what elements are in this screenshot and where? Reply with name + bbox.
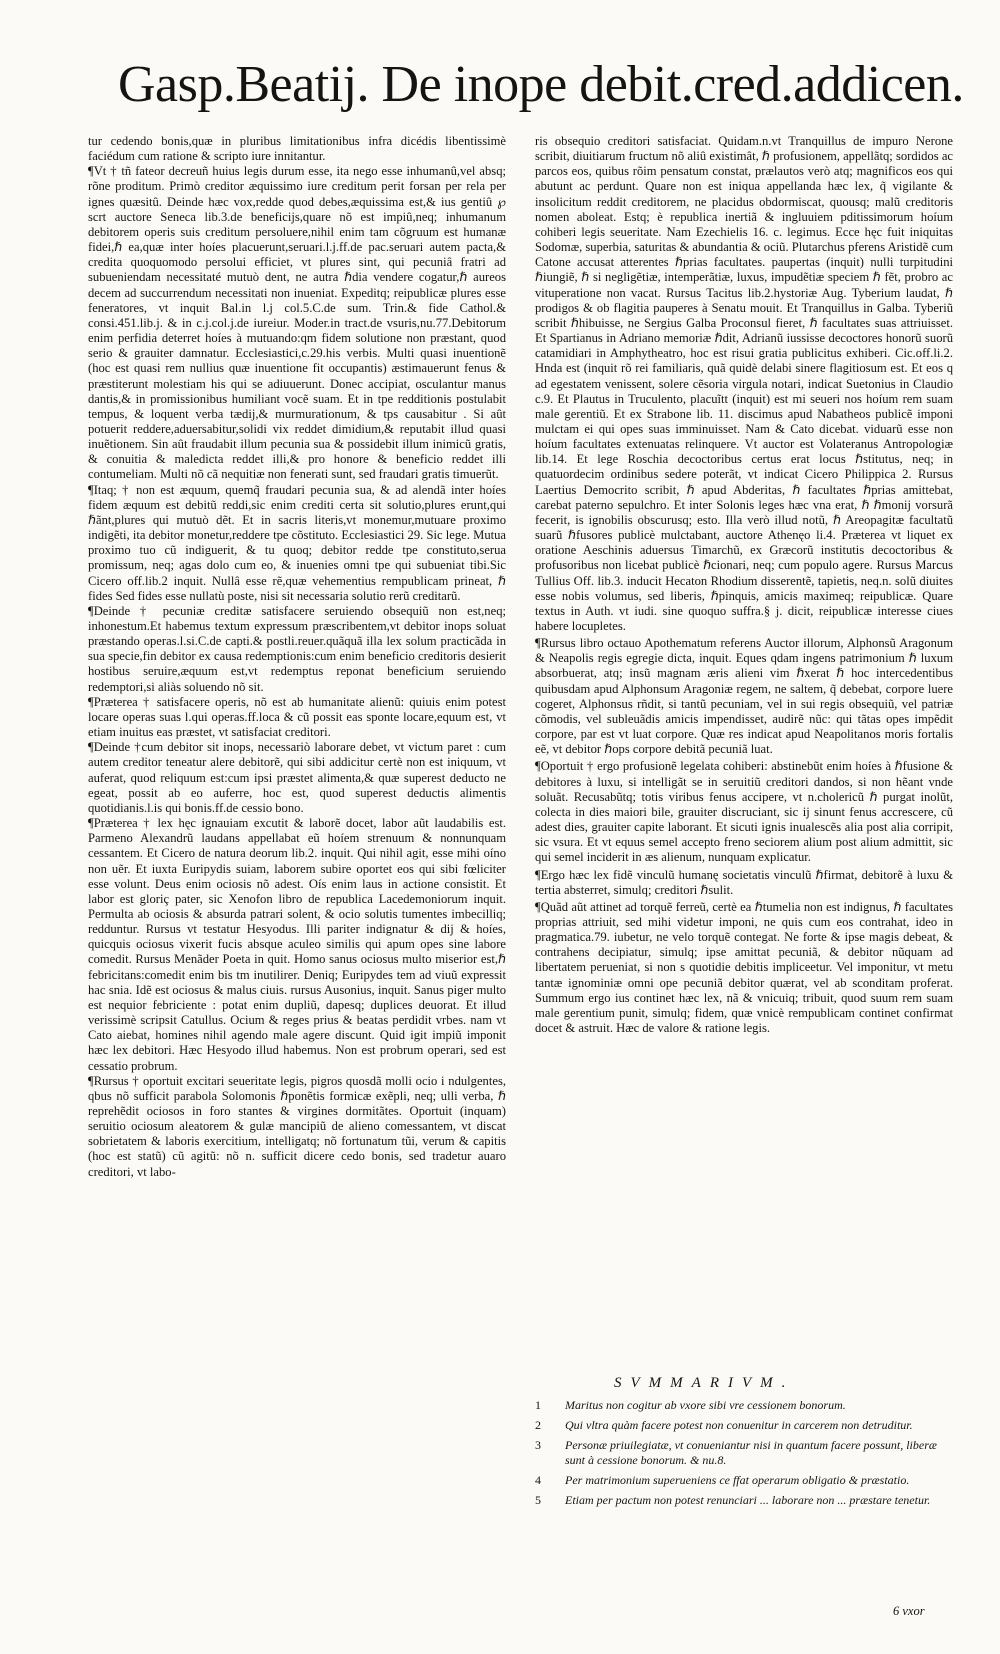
paragraph-text: ¶Præterea † lex hęc ignauiam excutit & laborẽ docet, labor aũt laudabilis est. Parmeno Alexandrũ laudans appellabat eũ hoíem strenuum & nonnunquam cessantem. Et Cicero de natura deorum lib.2. inquit. Qui nihil agit, esse mihi oíno non uẽr. Et iuxta Euripydis suiam, laborem subire oportet eos qui sibi fœliciter esse volunt. Deus enim ociosis nõ adest. Oís enim laus in actione consistit. Et labor est gloriç pater, sic Xenofon libro de republica Lacedemoniorum inquit. Permulta ab ociosis & absurda patrari solent, & ocio solutis tumentes imbecilliq; redduntur. Rursus vt testatur Hesyodus. Illi pariter indignatur & dij & hoíes, quicquis ociosus vixerit fucis absque aculeo similis qui apum opes sine labore comedit. Rursus Menãder Poeta in quit. Homo sanus ociosus multo miserior est,ℏ febricitans:comedit enim bis tm inutilirer. Deniq; Euripydes tem ad viuũ expressit hac snia. Idẽ est ociosus & malus ciuis. rursus Ausonius, inquit. Sanus piger multo est nequior febriciente : potat enim dupliũ, dapesq; duplices deuorat. Et illud verissimè scripsit Catullus. Ocium & reges prius & beatas perdidit vrbes. nam vt Cato aiebat, homines nihil agendo male agere discunt. Quid igit impiũ imponit hæc lex debitori. Hæc Hesyodo illud habemus. Non est probrum operari, sed est cessatio probrum.	[88, 816, 506, 1073]
summary-number: 5	[535, 1493, 541, 1507]
summary-item	[535, 1493, 953, 1508]
paragraph	[88, 1074, 506, 1180]
paragraph	[535, 868, 953, 898]
paragraph	[88, 740, 506, 816]
summary-number: 2	[535, 1418, 541, 1432]
paragraph	[88, 134, 506, 164]
catchword: 6 vxor	[893, 1604, 925, 1618]
paragraph-text: tur cedendo bonis,quæ in pluribus limitationibus infra dicédis libentissimè faciédum cum ratione & scripto iure innitantur.	[88, 134, 506, 164]
paragraph-text: ¶Rursus libro octauo Apothematum referens Auctor illorum, Alphonsũ Aragonum & Neapolis regis egregie dicta, inquit. Eques qdam ingens patrimonium ℏ luxum absorbuerat, atq; insũ magnam æris alieni vim ℏxerat ℏ hoc intercedentibus quibusdam apud Alphonsum Aragoniæ regem, ne saltem, q̃ debebat, corpore luere cogeret, Alphonsus rñdit, si tantũ pecuniam, vel in sui regis obsequiũ, vel patriæ cõmodis, vel subleuãdis amicis impendisset, audirẽ nũc: qui tãtas opes impẽdit corpore, par est vt luat corpore. Quæ res indicat apud Neapolitanos moris fortalis eẽ, vt debitor ℏops corpore debitã pecuniã luat.	[535, 636, 953, 757]
paragraph-text: ¶Ergo hæc lex fidẽ vinculũ humanę societatis vinculũ ℏfirmat, debitorẽ à luxu & tertia absterret, simulq; creditori ℏsulit.	[535, 867, 953, 897]
paragraph	[535, 900, 953, 1036]
paragraph	[88, 604, 506, 695]
left-column	[88, 134, 506, 1464]
paragraph	[88, 816, 506, 1074]
paragraph-text: ¶Itaq; † non est æquum, quemq̃ fraudari pecunia sua, & ad alendã inter hoíes fidem æquum est debitũ reddi,sic enim crediti certa sit solutio,plures erunt,qui ℏãnt,plures qui mutuò dẽt. Et in sacris literis,vt monemur,mutuare proximo indigẽti, ita debitor monetur,reddere tpe cõstituto. Ecclesiastici 29. Sic lege. Mutua proximo tuo cũ indiguerit, & tu quoq; debitor redde tpe constituto,serua promissum, neq; agas dolo cum eo, & inuenies omni tpe qui subueniat tibi.Sic Cicero off.lib.2 inquit. Nullâ esse rẽ,quæ vehementius rempublicam prineat, ℏ fides Sed fides esse nullatù poste, nisi sit necessaria solutio rerũ creditarũ.	[88, 482, 506, 603]
paragraph-text: ris obsequio creditori satisfaciat. Quidam.n.vt Tranquillus de impuro Nerone scribit, diuitiarum fructum nõ aliû existimât, ℏ profusionem, appellãtq; sordidos ac parcos eos, quibus rõim pensatum constat, prælautos verò atq; magnificos eos qui abutunt ac perdunt. Quare non est iniqua appellanda hæc lex, q̃ vigilante & insolicitum reddit creditorem, ne placidus obdormiscat, quousq; malũ creditoris nomen aboleat. Estq; è republica inertiã & ingluuiem pditissimorum hoíum cohiberi legis seueritate. Nam Ezechielis 16. c. legimus. Ecce hęc fuit iniquitas Sodomæ, superbia, saturitas & abundantia & ociũ. Plutarchus pferens Aristidẽ cum Catone accusat atterentes ℏprias facultates. paupertas (inquit) nulli turpitudini ℏiungiẽ, ℏ si negligẽtiæ, intemperãtiæ, luxus, impudẽtiæ speciem ℏ fẽt, probro ac vituperatione non vacat. Rursus Tacitus lib.2.hystoriæ Aug. Tyberium laudat, ℏ prodigos & ob flagitia pauperes à Senatu mouit. Et Tranquillus in Galba. Tyberiũ scribit ℏhibuisse, ne Sergius Galba Proconsul fieret, ℏ facultates suas attriuisset. Et Spartianus in Adriano memoriæ ℏdit, Adrianũ iussisse decoctores honorũ suorũ catamidiari in Amphytheatro, hoc est risui gratia publicitus exhiberi. Cic.off.li.2. Hnda est (inquit rõ rei familiaris, quã quidè delabi sinere flagitiosum est. Et eos q ad egestatem venissent, solere cẽsoria virgula notari, indicat Suetonius in Claudio c.9. Et Plautus in Truculento, placuĩtt (inquit) est mi seueri nos hoíum rem suam male gerentiũ. Et ex Strabone lib. 11. discimus apud Nabatheos publicẽ imponi mulctam ei qui opes suas imminuisset. Nam & Cato dicebat. viduarũ esse non hoíum facultates extenuatas relinquere. Vt auctor est Volateranus Antropologiæ lib.14. Et lege Roschia decoctoribus certus erat locus ℏstitutus, neq; in quatuordecim ordinibus sedere poterãt, vt indicat Cicero Philippica 2. Rursus Laertius Democrito scribit, ℏ apud Abderitas, ℏ facultates ℏprias amittebat, carebat paterno sepulchro. Et inter Solonis leges hæc vna erat, ℏ ℏmonij vorsurã fecerit, is ignobilis obscurusq; esto. Illa verò illud notũ, ℏ Areopagitæ facultatũ suarũ ℏfusores publicè mulctabant, auctore Athenęo li.4. Præterea vt liquet ex oratione Aeschinis aduersus Timarchũ, ex Græcorũ institutis decoctoribus & profusoribus non licebat publicè ℏcionari, neq; cum populo agere. Rursus Marcus Tullius Off. lib.3. inducit Hecaton Rhodium disserentẽ, tapietis, neq.n. solũ diuites esse nobis volumus, sed liberis, ℏpinquis, amicis maximeq; reipublicæ. Quare textus in Auth. vt iudi. sine quoquo suffra.§ j. dicit, reipublicæ interesse ciues habere locupletes.	[535, 134, 953, 633]
summary-list	[535, 1398, 953, 1513]
paragraph	[535, 134, 953, 634]
paragraph-text: ¶Deinde †cum debitor sit inops, necessariò laborare debet, vt victum paret : cum autem creditor teneatur alere debitorẽ, qui sibi addicitur certè non est iniquum, vt auferat, quod reliquum est:cum ipsi præstet alimenta,& quæ superest deducto ne egeat, possit ab eo auferre, hoc est, quod superest deductis alimentis quotidianis.l.is qui bonis.ff.de cessio bono.	[88, 740, 506, 815]
summary-text: Personæ priuilegiatæ, vt conueniantur nisi in quantum facere possunt, liberæ sunt à cessione bonorum. & nu.8.	[565, 1438, 937, 1467]
summary-number: 4	[535, 1473, 541, 1487]
summary-item	[535, 1418, 953, 1433]
paragraph-text: ¶Oportuit † ergo profusionẽ legelata cohiberi: abstinebũt enim hoíes à ℏfusione & debitores à luxu, si intelligãt se in seruitiũ creditori dandos, si non hẽant vnde soluãt. Recusabũtq; totis viribus fenus accipere, vt n.cholericũ ℏ purgat inolũt, colecta in dies maiori bile, grauiter discruciant, sic ij sinunt fenus accrescere, cũ adest dies, grauiter capite laborant. Et sicuti ignis inualescẽs alia post alia corripit, sic vsura. Et vt equus semel accepto freno seciorem alium post alium admittit, sic qui semel inciderit in æs alienum, nunquam explicatur.	[535, 759, 953, 865]
paragraph	[88, 164, 506, 482]
summary-title: SVMMARIVM.	[614, 1375, 795, 1391]
running-head: Gasp.Beatij. De inope debit.cred.addicen.	[118, 56, 964, 113]
summary-number: 1	[535, 1398, 541, 1412]
paragraph-text: ¶Vt † tñ fateor decreuñ huius legis durum esse, ita nego esse inhumanû,vel absq; rõne proditum. Primò creditor æquissimo iure creditum perit forsan per rela per ignes quæsitû. Deinde hæc vox,redde quod debes,æquissima est,& ius gentiû ℘ scrt auctore Seneca lib.3.de beneficijs,quare nõ est impiû,neq; inhumanum debitorem operis suis creditum persoluere,nihil enim tam cõgruum est humanæ fidei,ℏ ea,quæ inter hoíes placuerunt,seruari.l.j.ff.de pac.seruari autem pacta,& credita quoquomodo persolui efficiet, vt plures sint, qui pecuniâ fratri ad subueniendam necessitaté mutuò dent, ne autra ℏdia vendere cogatur,ℏ aureos decem ad succurrendum necessitati non inueniat. Expeditq; reipublicæ plures esse feneratores, vt inquit Bal.in l.j col.5.C.de sum. Trin.& fide Cathol.& consi.451.lib.j. & in c.j.col.j.de iureiur. Moder.in tract.de vsuris,nu.77.Debitorum enim perfidia deterret hoíes à mutuando:qm fidem solutione non præstant, quod serio & grauiter damnatur. Ecclesiastici,c.29.his verbis. Multi quasi inuentionẽ (hoc est quasi rem nullius quæ inuentione fit occupantis) æstimauerunt fenus & præstiterunt molestiam his qui se adiuuerunt. Donec accipiat, osculantur manus dantis,& in promissionibus humiliant vocẽ suam. Et in tpe redditionis postulabit tempus, & loquent verba tædij,& murmurationum, & tps causabitur . Si aût potuerit reddere,aduersabitur,solidi vix reddet dimidium,& reputabit illud quasi inuẽtionem. Sin aût fraudabit illum pecunia sua & possidebit illum inimicũ gratis, & conuitia & maledicta reddet illi,& pro honore & beneficio reddet illi contumeliam. Multi nõ cã nequitiæ non fenerati sunt, sed fraudari gratis timuerũt.	[88, 164, 506, 482]
summary-item	[535, 1473, 953, 1488]
paragraph	[535, 759, 953, 865]
paragraph	[535, 636, 953, 757]
paragraph-text: ¶Rursus † oportuit excitari seueritate legis, pigros quosdã molli ocio i ndulgentes, qbus nõ sufficit parabola Solomonis ℏponẽtis formicæ exẽpli, neq; ulli verba, ℏ reprehẽdit ociosos in foro stantes & virgines dormitãtes. Oportuit (inquam) seruitio ociosum aleatorem & gulæ mancipiũ de alieno comessantem, vt discat sobrietatem & laboris exercitium, intelligatq; nõ fortunatum tũi, verum & capitis (hoc est statũ) cũ agitũ: nõ n. sufficit dicere cedo bonis, sed tradetur auaro creditori, vt labo-	[88, 1073, 506, 1179]
summary-text: Qui vltra quàm facere potest non conuenitur in carcerem non detruditur.	[565, 1418, 913, 1432]
paragraph	[88, 483, 506, 604]
summary-item	[535, 1438, 953, 1468]
paragraph	[88, 695, 506, 740]
summary-text: Maritus non cogitur ab vxore sibi vre cessionem bonorum.	[565, 1398, 846, 1412]
summary-item	[535, 1398, 953, 1413]
paragraph-text: ¶Quãd aũt attinet ad torquẽ ferreũ, certè ea ℏtumelia non est indignus, ℏ facultates proprias attriuit, sed mihi videtur imponi, ne quis cum eos contrahat, ideo in pragmatica.79. iubetur, ne velo torquẽ contegat. Ne forte & ipse magis debeat, & contrahens decipiatur, simulq; ipse amittat pecuniã, & debitor nũquam ad libertatem perueniat, si non s quotidie debitis impliceetur. Vel imponitur, vt metu tantæ ignominiæ omni ope pecuniã debitor quærat, vel ab sconditam proferat. Summum ergo ius continet hæc lex, nã & vnicuiq; tribuit, quod suum rem suam male gerentium punit, simulq; fidem, quæ vnicè rempublicam continet confirmat docet & astruit. Hæc de valore & ratione legis.	[535, 899, 953, 1036]
summary-text: Per matrimonium superueniens ce ffat operarum obligatio & præstatio.	[565, 1473, 910, 1487]
summary-text: Etiam per pactum non potest renunciari ... laborare non ... præstare tenetur.	[565, 1493, 931, 1507]
right-column	[535, 134, 953, 1354]
summary-number: 3	[535, 1438, 541, 1452]
paragraph-text: ¶Deinde † pecuniæ creditæ satisfacere seruiendo obsequiũ non est,neq; inhonestum.Et habemus textum expressum præscribentem,vt debitor inops soluat præstando operas.l.si.C.de capti.& postli.reuer.quãquã illa lex solum practicãda in sua specie,fin debitor ex causa redemptionis:cum enim beneficio creditoris desierit hostibus seruire,æquum est,vt redemptus reponat beneficium seruiendo redemptori,si aliàs soluendo nõ sit.	[88, 603, 506, 694]
paragraph-text: ¶Præterea † satisfacere operis, nõ est ab humanitate alienũ: quiuis enim potest locare operas suas l.qui operas.ff.loca & cũ possit eas sponte locare,equum est, vt etiam inuitus eas præstet, vt satisfaciat creditori.	[88, 694, 506, 740]
